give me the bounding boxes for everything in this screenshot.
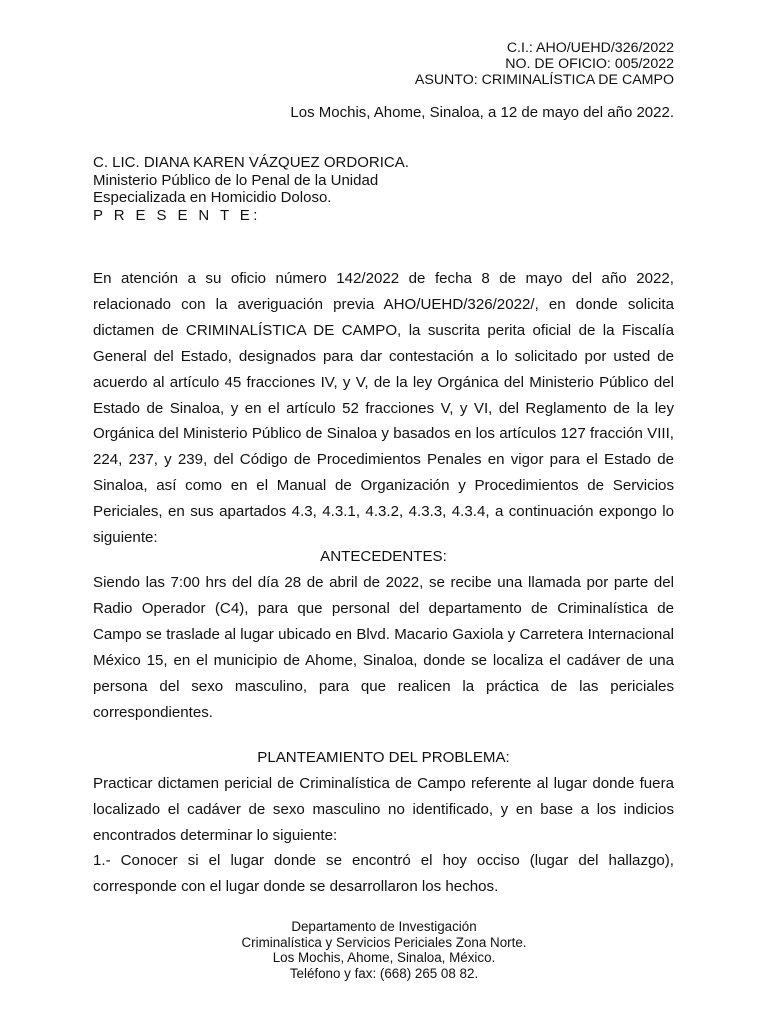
antecedentes-paragraph	[93, 570, 674, 725]
footer-department: Departamento de Investigación	[291, 919, 477, 934]
document-reference-header	[415, 40, 674, 88]
recipient-role-line2: Especializada en Homicidio Doloso.	[93, 189, 332, 206]
footer-division: Criminalística y Servicios Periciales Zona Norte.	[241, 934, 527, 950]
antecedentes-text: Siendo las 7:00 hrs del día 28 de abril de 2022, se recibe una llamada por parte del Radio Operador (C4), para que personal del departamento de Criminalística de Campo se traslade al lugar ubicado en Blvd. Macario Gaxiola y Carretera Internacional México 15, en el municipio de Ahome, Sinaloa, donde se localiza el cadáver de una persona del sexo masculino, para que realicen la práctica de las periciales correspondientes.	[93, 574, 674, 721]
antecedentes-heading: ANTECEDENTES:	[320, 548, 447, 565]
intro-paragraph	[93, 266, 674, 551]
document-footer	[0, 919, 768, 981]
recipient-name: C. LIC. DIANA KAREN VÁZQUEZ ORDORICA.	[93, 154, 409, 171]
intro-paragraph-text: En atención a su oficio número 142/2022 de fecha 8 de mayo del año 2022, relacionado con la averiguación previa AHO/UEHD/326/2022/, en donde solicita dictamen de CRIMINALÍSTICA DE CAMPO, la suscrita perita oficial de la Fiscalía General del Estado, designados para dar contestación a lo solicitado por usted de acuerdo al artículo 45 fracciones IV, y V, de la ley Orgánica del Ministerio Público del Estado de Sinaloa, y en el artículo 52 fracciones V, y VI, del Reglamento de la ley Orgánica del Ministerio Público de Sinaloa y basados en los artículos 127 fracción VIII, 224, 237, y 239, del Código de Procedimientos Penales en vigor para el Estado de Sinaloa, así como en el Manual de Organización y Procedimientos de Servicios Periciales, en sus apartados 4.3, 4.3.1, 4.3.2, 4.3.3, 4.3.4, a continuación expongo lo siguiente:	[93, 270, 674, 547]
footer-address: Los Mochis, Ahome, Sinaloa, México.	[272, 950, 496, 966]
subject-line: ASUNTO: CRIMINALÍSTICA DE CAMPO	[414, 72, 674, 88]
planteamiento-paragraph	[93, 771, 674, 849]
planteamiento-item-1-text: 1.- Conocer si el lugar donde se encontró el hoy occiso (lugar del hallazgo), corresponde con el lugar donde se desarrollaron los hechos.	[93, 852, 674, 895]
planteamiento-heading: PLANTEAMIENTO DEL PROBLEMA:	[257, 749, 510, 766]
office-number: NO. DE OFICIO: 005/2022	[505, 56, 674, 72]
recipient-role-line1: Ministerio Público de lo Penal de la Unidad	[93, 171, 379, 189]
recipient-block	[93, 154, 409, 224]
footer-phone: Teléfono y fax: (668) 265 08 82.	[289, 965, 479, 981]
place-and-date: Los Mochis, Ahome, Sinaloa, a 12 de mayo del año 2022.	[290, 104, 674, 121]
planteamiento-item-1	[93, 848, 674, 900]
planteamiento-text: Practicar dictamen pericial de Criminalística de Campo referente al lugar donde fuera localizado el cadáver de sexo masculino no identificado, y en base a los indicios encontrados determinar lo siguiente:	[93, 775, 674, 844]
case-number: C.I.: AHO/UEHD/326/2022	[506, 40, 674, 56]
presente-salutation: P R E S E N T E:	[93, 206, 261, 224]
